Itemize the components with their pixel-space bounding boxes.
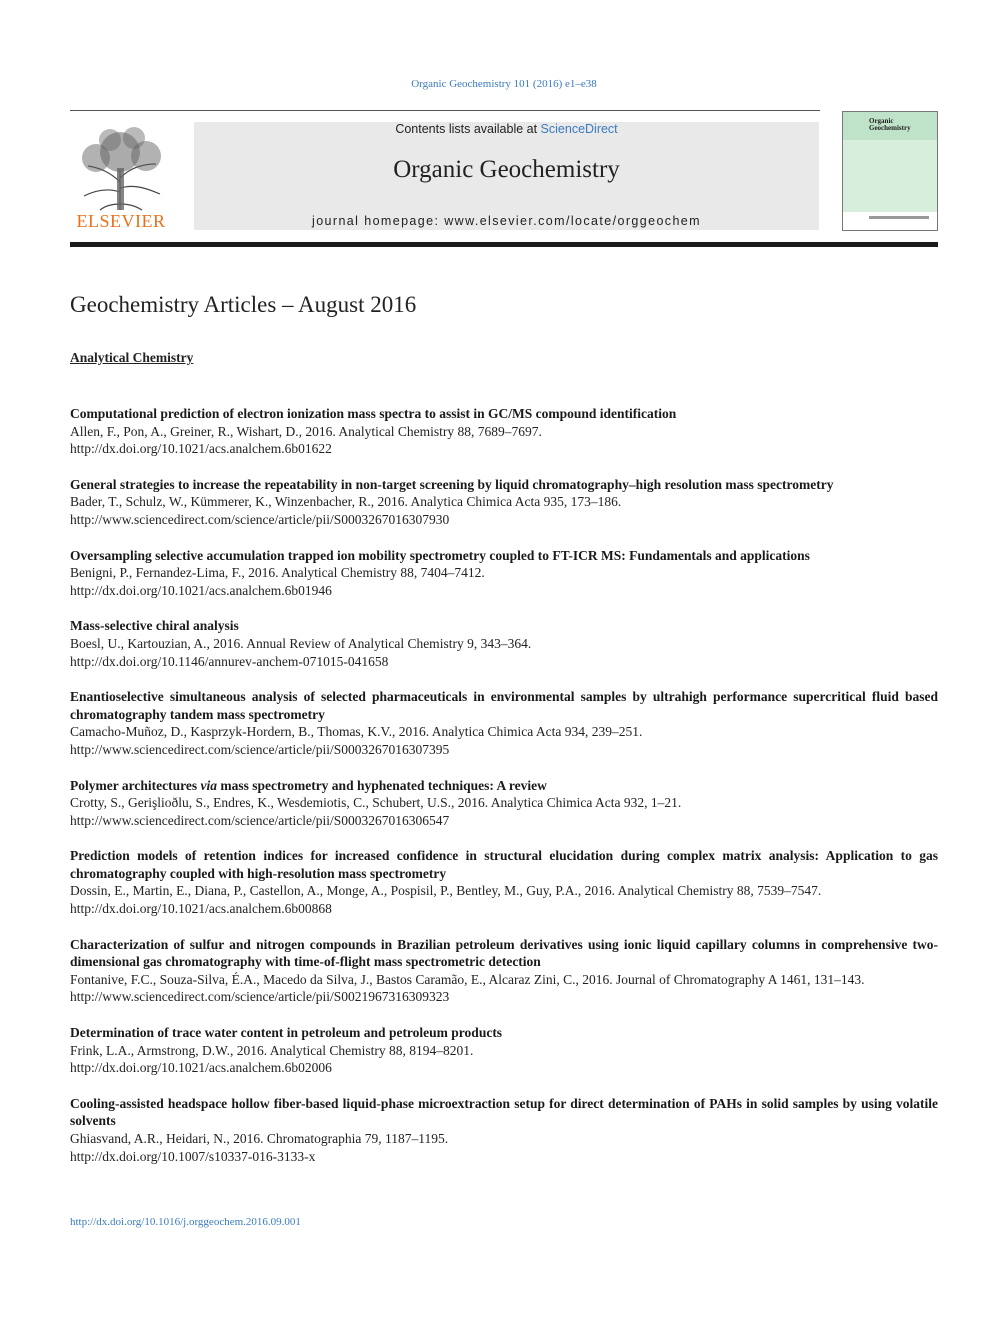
reference-url[interactable]: http://www.sciencedirect.com/science/article/pii/S0003267016307395 <box>70 741 450 757</box>
reference-item <box>70 847 938 917</box>
page-title: Geochemistry Articles – August 2016 <box>70 292 417 317</box>
reference-title: Computational prediction of electron ionization mass spectra to assist in GC/MS compound identification <box>70 406 677 421</box>
reference-title: Mass-selective chiral analysis <box>70 618 239 634</box>
reference-title: Cooling-assisted headspace hollow fiber-based liquid-phase microextraction setup for direct determination of PAHs in solid samples by using volatile solvents <box>70 1095 938 1129</box>
journal-homepage[interactable]: journal homepage: www.elsevier.com/locate/orggeochem <box>312 214 701 228</box>
sciencedirect-link[interactable]: ScienceDirect <box>540 122 618 136</box>
reference-title: Determination of trace water content in petroleum and petroleum products <box>70 1025 503 1041</box>
reference-item <box>70 476 938 529</box>
reference-item <box>70 547 938 600</box>
reference-title: Enantioselective simultaneous analysis of selected pharmaceuticals in environmental samples by ultrahigh performance supercritical fluid based chromatography tandem mass spectrometry <box>70 689 938 722</box>
journal-title: Organic Geochemistry <box>393 156 620 183</box>
reference-item <box>70 617 938 670</box>
reference-item <box>70 688 938 758</box>
reference-title <box>70 777 938 795</box>
reference-citation: Frink, L.A., Armstrong, D.W., 2016. Analytical Chemistry 88, 8194–8201. <box>70 1042 474 1058</box>
reference-title: Characterization of sulfur and nitrogen compounds in Brazilian petroleum derivatives using ionic liquid capillary columns in comprehensive two-dimensional gas chromatography with time-of-flight mass spectrometric detection <box>70 936 938 970</box>
reference-citation: Benigni, P., Fernandez-Lima, F., 2016. Analytical Chemistry 88, 7404–7412. <box>70 565 485 581</box>
elsevier-logo <box>70 122 172 232</box>
reference-title: General strategies to increase the repeatability in non-target screening by liquid chromatography–high resolution mass spectrometry <box>70 476 834 492</box>
reference-item <box>70 405 938 458</box>
reference-item <box>70 777 938 830</box>
reference-citation: Bader, T., Schulz, W., Kümmerer, K., Winzenbacher, R., 2016. Analytica Chimica Acta 935, 173–186. <box>70 494 622 510</box>
reference-citation: Camacho-Muñoz, D., Kasprzyk-Hordern, B., Thomas, K.V., 2016. Analytica Chimica Acta 934, 239–251. <box>70 724 643 740</box>
article-doi-link[interactable]: http://dx.doi.org/10.1016/j.orggeochem.2016.09.001 <box>70 1216 301 1228</box>
reference-title-italic: via <box>200 777 217 793</box>
reference-title-part: mass spectrometry and hyphenated techniques: A review <box>216 777 547 793</box>
reference-title: Prediction models of retention indices for increased confidence in structural elucidation during complex matrix analysis: Application to gas chromatography coupled with high-resolution mass spectrometry <box>70 848 938 881</box>
contents-availability <box>194 122 819 136</box>
reference-title: Oversampling selective accumulation trapped ion mobility spectrometry coupled to FT-ICR MS: Fundamentals and applications <box>70 547 810 563</box>
reference-citation: Ghiasvand, A.R., Heidari, N., 2016. Chromatographia 79, 1187–1195. <box>70 1131 449 1146</box>
top-divider <box>70 110 820 111</box>
reference-url[interactable]: http://www.sciencedirect.com/science/article/pii/S0003267016306547 <box>70 812 450 828</box>
reference-citation: Dossin, E., Martin, E., Diana, P., Castellon, A., Monge, A., Pospisil, P., Bentley, M., Guy, P.A., 2016. Analytical Chemistry 88, 7539–7547. <box>70 883 822 899</box>
reference-url[interactable]: http://dx.doi.org/10.1146/annurev-anchem-071015-041658 <box>70 653 389 669</box>
reference-url[interactable]: http://dx.doi.org/10.1021/acs.analchem.6b01622 <box>70 441 332 457</box>
publisher-name: ELSEVIER <box>76 211 166 231</box>
elsevier-tree-icon <box>70 122 172 214</box>
reference-item <box>70 1095 938 1165</box>
reference-citation: Boesl, U., Kartouzian, A., 2016. Annual Review of Analytical Chemistry 9, 343–364. <box>70 635 532 651</box>
reference-list <box>70 405 938 1183</box>
reference-url[interactable]: http://dx.doi.org/10.1021/acs.analchem.6b01946 <box>70 582 332 598</box>
reference-item <box>70 1024 938 1077</box>
reference-citation: Crotty, S., Gerişlioðlu, S., Endres, K., Wesdemiotis, C., Schubert, U.S., 2016. Analytica Chimica Acta 932, 1–21. <box>70 795 682 811</box>
contents-prefix: Contents lists available at <box>395 122 541 136</box>
section-heading: Analytical Chemistry <box>70 350 194 365</box>
reference-citation: Fontanive, F.C., Souza-Silva, É.A., Macedo da Silva, J., Bastos Caramão, E., Alcaraz Zini, C., 2016. Journal of Chromatography A 1461, 131–143. <box>70 971 865 987</box>
reference-url[interactable]: http://dx.doi.org/10.1021/acs.analchem.6b00868 <box>70 901 332 917</box>
reference-url[interactable]: http://www.sciencedirect.com/science/article/pii/S0021967316309323 <box>70 989 450 1005</box>
journal-citation[interactable]: Organic Geochemistry 101 (2016) e1–e38 <box>411 78 597 90</box>
reference-url[interactable]: http://dx.doi.org/10.1007/s10337-016-3133-x <box>70 1148 316 1164</box>
reference-url[interactable]: http://dx.doi.org/10.1021/acs.analchem.6b02006 <box>70 1060 332 1076</box>
reference-title-part: Polymer architectures <box>70 777 201 793</box>
reference-citation: Allen, F., Pon, A., Greiner, R., Wishart, D., 2016. Analytical Chemistry 88, 7689–7697. <box>70 423 542 439</box>
journal-cover-thumbnail <box>842 111 938 231</box>
cover-title: Organic Geochemistry <box>869 117 911 132</box>
header-divider <box>70 242 938 247</box>
journal-header <box>194 122 819 230</box>
reference-item <box>70 936 938 1006</box>
reference-url[interactable]: http://www.sciencedirect.com/science/article/pii/S0003267016307930 <box>70 511 450 527</box>
